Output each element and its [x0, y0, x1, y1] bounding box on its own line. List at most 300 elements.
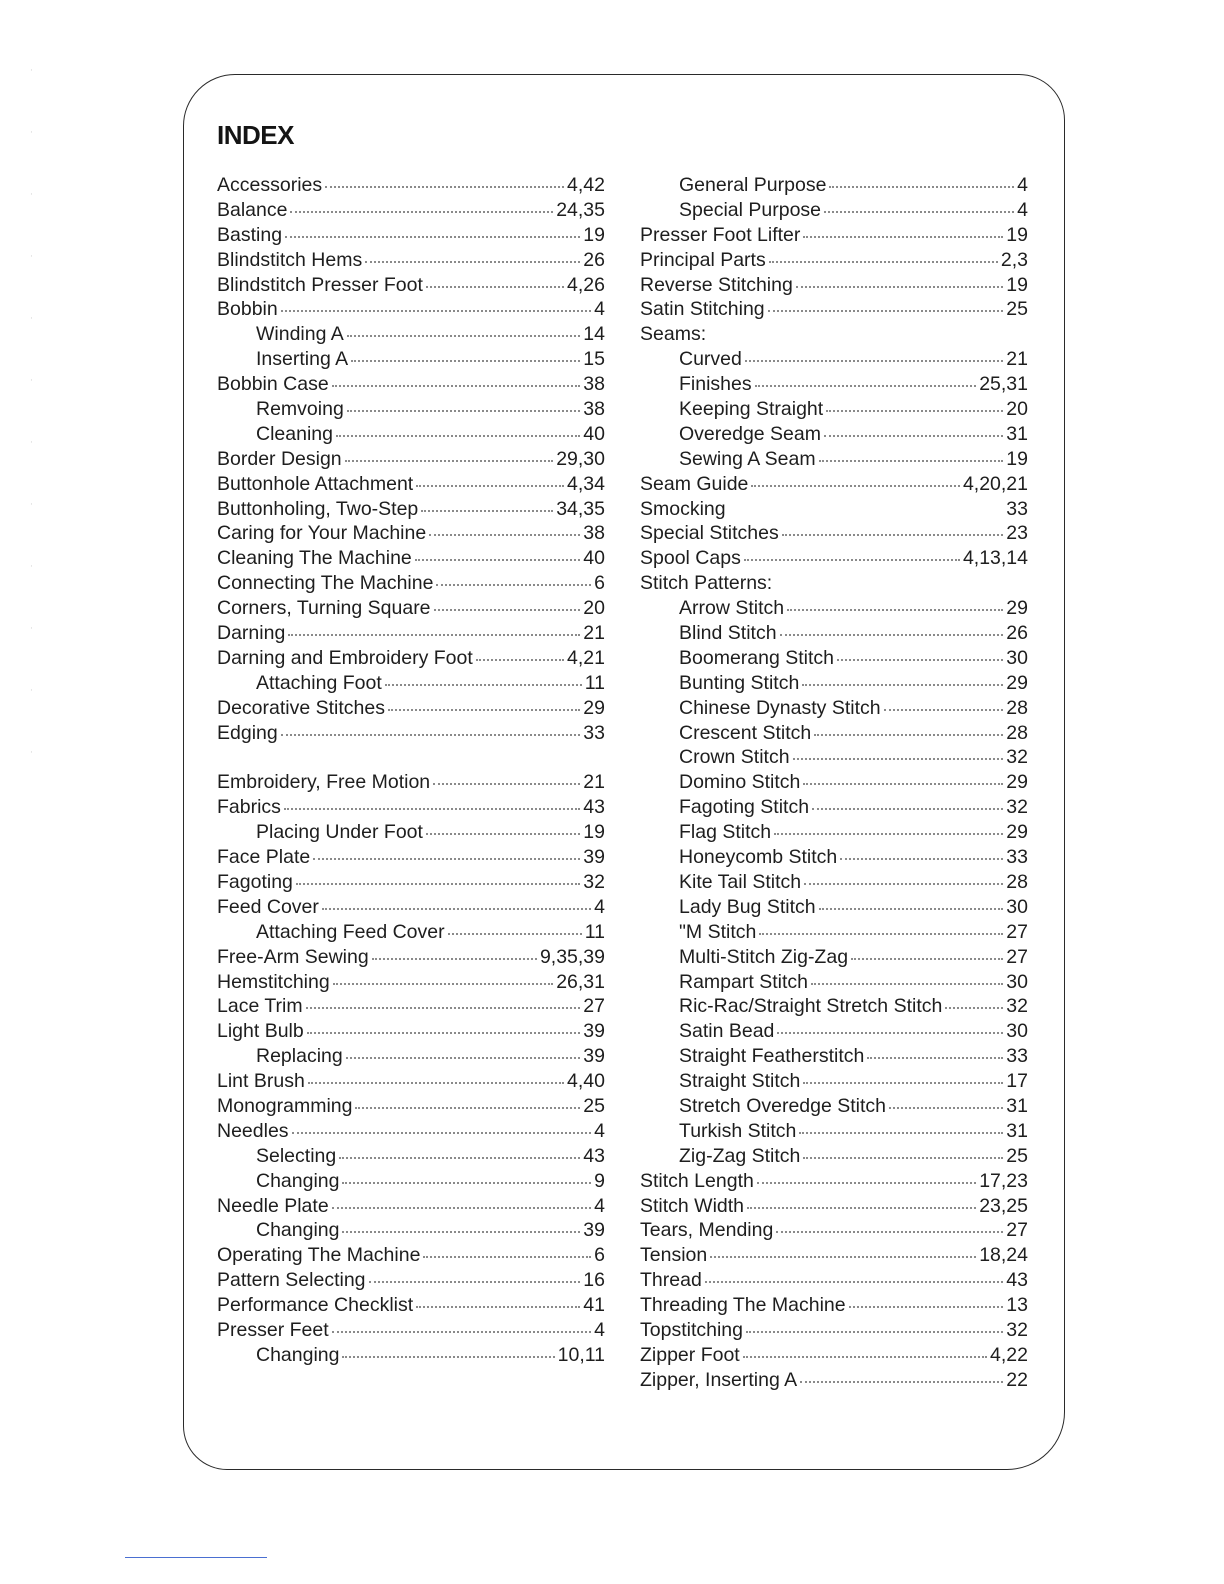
- index-entry-label: Cleaning The Machine: [217, 547, 412, 570]
- index-entry-label: Caring for Your Machine: [217, 522, 427, 545]
- index-entry-label: Pattern Selecting: [217, 1269, 366, 1292]
- index-entry-label: Inserting A: [256, 348, 349, 371]
- index-entry: [640, 223, 1028, 248]
- index-entry-label: Finishes: [679, 373, 752, 396]
- index-entry-page: 39: [583, 1020, 605, 1043]
- index-entry: [217, 1268, 605, 1293]
- index-entry-label: Stitch Width: [640, 1194, 745, 1217]
- index-entry: [217, 1119, 605, 1144]
- index-entry-label: Honeycomb Stitch: [679, 846, 838, 869]
- index-entry-label: Curved: [679, 348, 742, 371]
- index-entry-page: 32: [1006, 796, 1028, 819]
- index-entry-page: 28: [1006, 721, 1028, 744]
- index-entry-label: Special Stitches: [640, 522, 779, 545]
- index-column-left: [217, 173, 605, 1368]
- index-entry-label: Attaching Feed Cover: [256, 920, 445, 943]
- index-entry-label: Chinese Dynasty Stitch: [679, 696, 881, 719]
- index-subentry: [640, 1019, 1028, 1044]
- dot-leader: [889, 1107, 1003, 1109]
- index-entry-label: Monogramming: [217, 1094, 353, 1117]
- dot-leader: [423, 1256, 591, 1258]
- dot-leader: [824, 211, 1014, 213]
- index-entry-label: Straight Stitch: [679, 1070, 801, 1093]
- dot-leader: [851, 958, 1003, 960]
- dot-leader: [787, 609, 1003, 611]
- dot-leader: [281, 310, 591, 312]
- dot-leader: [804, 883, 1003, 885]
- index-subentry: [640, 994, 1028, 1019]
- index-entry-label: Arrow Stitch: [679, 597, 785, 620]
- index-entry: [640, 1368, 1028, 1393]
- dot-leader: [347, 410, 581, 412]
- index-entry-page: 25: [1006, 1144, 1028, 1167]
- index-entry-page: 25,31: [979, 373, 1028, 396]
- dot-leader: [729, 510, 1004, 512]
- index-entry-label: Flag Stitch: [679, 821, 772, 844]
- dot-leader: [768, 310, 1004, 312]
- index-entry-label: Bobbin: [217, 298, 278, 321]
- index-entry-label: Zipper, Inserting A: [640, 1368, 798, 1391]
- index-entry: [217, 1194, 605, 1219]
- dot-leader: [826, 410, 1003, 412]
- index-entry-label: Zipper Foot: [640, 1343, 740, 1366]
- dot-leader: [347, 335, 580, 337]
- index-entry-label: Presser Feet: [217, 1318, 329, 1341]
- index-entry-label: Operating The Machine: [217, 1244, 421, 1267]
- index-entry-page: 41: [583, 1294, 605, 1317]
- index-entry-page: 29: [1006, 597, 1028, 620]
- index-entry-page: 27: [1006, 920, 1028, 943]
- index-entry-page: 19: [1006, 223, 1028, 246]
- index-entry-page: 43: [1006, 1269, 1028, 1292]
- index-entry-page: 29: [1006, 821, 1028, 844]
- dot-leader: [746, 1331, 1003, 1333]
- index-entry: [217, 372, 605, 397]
- index-entry-page: 31: [1006, 1119, 1028, 1142]
- dot-leader: [802, 684, 1003, 686]
- index-entry-page: 26: [1006, 622, 1028, 645]
- dot-leader: [333, 983, 553, 985]
- index-entry-label: Performance Checklist: [217, 1294, 414, 1317]
- index-entry-label: Topstitching: [640, 1318, 743, 1341]
- dot-leader: [342, 1231, 580, 1233]
- dot-leader: [332, 1207, 591, 1209]
- index-entry: [640, 322, 1028, 347]
- index-subentry: [640, 397, 1028, 422]
- index-entry: [217, 621, 605, 646]
- index-entry-label: Cleaning: [256, 422, 333, 445]
- index-entry-label: Light Bulb: [217, 1020, 304, 1043]
- index-subentry: [640, 671, 1028, 696]
- index-entry: [640, 546, 1028, 571]
- index-subentry: [640, 696, 1028, 721]
- index-entry: [217, 521, 605, 546]
- index-entry-page: 27: [583, 995, 605, 1018]
- dot-leader: [476, 659, 564, 661]
- index-entry-page: 27: [1006, 945, 1028, 968]
- index-entry-page: 4,26: [567, 273, 605, 296]
- dot-leader: [307, 1032, 581, 1034]
- index-entry-label: Tension: [640, 1244, 708, 1267]
- dot-leader: [342, 1182, 591, 1184]
- index-entry-label: Blindstitch Hems: [217, 248, 363, 271]
- dot-leader: [837, 659, 1003, 661]
- index-entry-page: 43: [583, 1144, 605, 1167]
- dot-leader: [336, 435, 580, 437]
- index-entry-label: Rampart Stitch: [679, 970, 808, 993]
- index-entry-page: 9,35,39: [539, 945, 605, 968]
- index-entry-label: Remvoing: [256, 398, 344, 421]
- index-entry-label: Reverse Stitching: [640, 273, 793, 296]
- index-subentry: [217, 422, 605, 447]
- index-entry-page: 19: [583, 821, 605, 844]
- index-entry-label: Boomerang Stitch: [679, 646, 835, 669]
- index-subentry: [640, 1144, 1028, 1169]
- index-entry-page: 17,23: [979, 1169, 1028, 1192]
- index-entry-page: 20: [583, 597, 605, 620]
- index-entry: [640, 472, 1028, 497]
- index-entry-label: Kite Tail Stitch: [679, 870, 802, 893]
- index-entry-label: Crown Stitch: [679, 746, 790, 769]
- index-entry-page: 33: [1006, 497, 1028, 520]
- index-entry-label: Balance: [217, 198, 288, 221]
- index-entry-page: 4: [1017, 174, 1028, 196]
- index-subentry: [217, 322, 605, 347]
- dot-leader: [744, 559, 960, 561]
- index-entry-page: 25: [583, 1094, 605, 1117]
- index-entry-label: Basting: [217, 223, 283, 246]
- index-entry-page: 6: [594, 572, 605, 595]
- index-entry-page: 16: [583, 1269, 605, 1292]
- index-subentry: [640, 770, 1028, 795]
- index-entry-page: 28: [1006, 870, 1028, 893]
- index-entry-page: 4,21: [567, 646, 605, 669]
- dot-leader: [308, 1082, 564, 1084]
- dot-leader: [824, 435, 1003, 437]
- index-entry: [217, 497, 605, 522]
- index-entry-label: Zig-Zag Stitch: [679, 1144, 801, 1167]
- dot-leader: [751, 485, 960, 487]
- index-entry: [217, 1019, 605, 1044]
- dot-leader: [759, 933, 1003, 935]
- index-entry-page: 4,34: [567, 472, 605, 495]
- index-entry: [640, 521, 1028, 546]
- index-entry-label: Border Design: [217, 447, 342, 470]
- index-entry: [217, 945, 605, 970]
- index-entry-page: 32: [583, 870, 605, 893]
- index-entry-page: 19: [1006, 447, 1028, 470]
- index-entry-page: 6: [594, 1244, 605, 1267]
- index-entry: [217, 1293, 605, 1318]
- index-entry-label: Winding A: [256, 323, 344, 346]
- index-entry: [640, 1243, 1028, 1268]
- dot-leader: [777, 1032, 1003, 1034]
- index-entry-page: 17: [1006, 1070, 1028, 1093]
- index-entry-page: 15: [583, 348, 605, 371]
- index-entry-label: Satin Stitching: [640, 298, 765, 321]
- index-entry-label: Hemstitching: [217, 970, 330, 993]
- index-entry-label: Placing Under Foot: [256, 821, 423, 844]
- dot-leader: [884, 709, 1004, 711]
- dot-leader: [292, 1132, 592, 1134]
- index-entry-label: Free-Arm Sewing: [217, 945, 369, 968]
- index-entry-page: 4: [594, 1119, 605, 1142]
- dot-leader: [799, 1132, 1003, 1134]
- dot-leader: [433, 783, 580, 785]
- index-entry-label: Seams:: [640, 323, 707, 346]
- index-entry-label: Changing: [256, 1219, 340, 1242]
- dot-leader: [803, 1157, 1003, 1159]
- dot-leader: [426, 833, 580, 835]
- index-entry-label: Multi-Stitch Zig-Zag: [679, 945, 849, 968]
- index-entry-label: Lady Bug Stitch: [679, 895, 816, 918]
- index-subentry: [640, 721, 1028, 746]
- index-entry-label: Decorative Stitches: [217, 696, 385, 719]
- index-entry: [217, 1243, 605, 1268]
- index-entry-page: 4,40: [567, 1070, 605, 1093]
- index-entry-label: Blind Stitch: [679, 622, 777, 645]
- index-entry: [217, 970, 605, 995]
- index-entry: [217, 870, 605, 895]
- index-entry-page: 22: [1006, 1368, 1028, 1391]
- dot-leader: [710, 1256, 976, 1258]
- index-entry-page: 4: [594, 895, 605, 918]
- index-entry-label: Changing: [256, 1169, 340, 1192]
- index-entry-label: Buttonholing, Two-Step: [217, 497, 419, 520]
- index-entry-page: 33: [583, 721, 605, 744]
- index-entry-page: 21: [583, 622, 605, 645]
- dot-leader: [769, 261, 998, 263]
- index-entry-label: Fagoting Stitch: [679, 796, 810, 819]
- index-entry-page: 39: [583, 1219, 605, 1242]
- dot-leader: [346, 1057, 581, 1059]
- dot-leader: [322, 908, 591, 910]
- index-entry-page: 4: [594, 1194, 605, 1217]
- index-entry-label: Bunting Stitch: [679, 671, 800, 694]
- dot-leader: [416, 1306, 580, 1308]
- index-entry-page: 29,30: [556, 447, 605, 470]
- index-entry: [217, 895, 605, 920]
- dot-leader: [743, 1356, 987, 1358]
- index-subentry: [640, 870, 1028, 895]
- index-entry-page: 4,20,21: [962, 472, 1028, 495]
- index-entry-page: 21: [1006, 348, 1028, 371]
- dot-leader: [819, 908, 1004, 910]
- index-entry-page: 11: [584, 671, 605, 694]
- index-entry-page: 27: [1006, 1219, 1028, 1242]
- dot-leader: [429, 534, 580, 536]
- index-entry-label: Lint Brush: [217, 1070, 305, 1093]
- dot-leader: [416, 485, 564, 487]
- index-column-right: [640, 173, 1028, 1393]
- index-entry: [217, 447, 605, 472]
- dot-leader: [705, 1281, 1004, 1283]
- index-entry: [640, 571, 1028, 596]
- index-entry: [217, 248, 605, 273]
- index-entry: [640, 1268, 1028, 1293]
- dot-leader: [803, 1082, 1003, 1084]
- scan-margin-marks: · · · · · · · · · · · ·: [30, 66, 33, 758]
- dot-leader: [840, 858, 1003, 860]
- index-entry: [217, 795, 605, 820]
- index-entry-page: 24,35: [556, 198, 605, 221]
- index-subentry: [640, 795, 1028, 820]
- index-entry: [217, 994, 605, 1019]
- index-entry-page: 20: [1006, 398, 1028, 421]
- index-entry-page: 4: [1017, 198, 1028, 221]
- index-entry-label: Turkish Stitch: [679, 1119, 797, 1142]
- index-subentry: [640, 372, 1028, 397]
- index-entry: [640, 1318, 1028, 1343]
- index-entry-label: Crescent Stitch: [679, 721, 812, 744]
- index-entry-label: Edging: [217, 721, 278, 744]
- index-entry-label: Fabrics: [217, 796, 281, 819]
- index-entry-label: Stitch Patterns:: [640, 572, 773, 595]
- index-entry-page: 31: [1006, 422, 1028, 445]
- index-entry-page: 30: [1006, 895, 1028, 918]
- dot-leader: [776, 1231, 1003, 1233]
- dot-leader: [796, 286, 1003, 288]
- index-entry-label: Connecting The Machine: [217, 572, 434, 595]
- dot-leader: [793, 758, 1004, 760]
- index-entry: [217, 721, 605, 746]
- dot-leader: [365, 261, 580, 263]
- index-entry-page: 23: [1006, 522, 1028, 545]
- index-entry-page: 29: [583, 696, 605, 719]
- index-entry: [217, 198, 605, 223]
- index-entry-label: Buttonhole Attachment: [217, 472, 414, 495]
- index-entry: [217, 1069, 605, 1094]
- index-entry: [640, 297, 1028, 322]
- index-entry: [640, 1218, 1028, 1243]
- dot-leader: [290, 211, 553, 213]
- index-entry-page: 32: [1006, 1318, 1028, 1341]
- index-entry-label: Bobbin Case: [217, 373, 329, 396]
- index-subentry: [640, 745, 1028, 770]
- index-entry: [640, 1293, 1028, 1318]
- index-subentry: [217, 1343, 605, 1368]
- index-subentry: [640, 970, 1028, 995]
- dot-leader: [945, 1007, 1003, 1009]
- index-subentry: [640, 1069, 1028, 1094]
- dot-leader: [803, 783, 1003, 785]
- dot-leader: [849, 1306, 1004, 1308]
- index-subentry: [640, 945, 1028, 970]
- index-entry: [217, 845, 605, 870]
- index-subentry: [640, 1094, 1028, 1119]
- index-subentry: [640, 422, 1028, 447]
- dot-leader: [355, 1107, 580, 1109]
- index-entry-page: 13: [1006, 1294, 1028, 1317]
- index-entry-page: 28: [1006, 696, 1028, 719]
- index-entry-page: 4: [594, 298, 605, 321]
- index-subentry: [217, 920, 605, 945]
- index-entry: [217, 571, 605, 596]
- dot-leader: [313, 858, 580, 860]
- index-entry-label: Domino Stitch: [679, 771, 801, 794]
- index-entry-page: 33: [1006, 846, 1028, 869]
- dot-leader: [867, 1057, 1003, 1059]
- index-entry-page: 40: [583, 547, 605, 570]
- index-entry-label: Replacing: [256, 1045, 343, 1068]
- index-entry-label: Seam Guide: [640, 472, 749, 495]
- dot-leader: [351, 360, 580, 362]
- index-entry-label: Sewing A Seam: [679, 447, 816, 470]
- index-entry-page: 19: [583, 223, 605, 246]
- index-entry-page: 30: [1006, 646, 1028, 669]
- index-entry: [640, 1194, 1028, 1219]
- index-entry-label: Darning and Embroidery Foot: [217, 646, 473, 669]
- dot-leader: [811, 983, 1003, 985]
- index-entry-page: 30: [1006, 970, 1028, 993]
- dot-leader: [782, 534, 1004, 536]
- index-subentry: [640, 646, 1028, 671]
- index-entry-page: 9: [594, 1169, 605, 1192]
- dot-leader: [819, 460, 1004, 462]
- index-entry-page: 21: [583, 771, 605, 794]
- index-entry: [217, 173, 605, 198]
- dot-leader: [339, 1157, 580, 1159]
- dot-leader: [342, 1356, 554, 1358]
- dot-leader: [757, 1182, 976, 1184]
- index-subentry: [640, 347, 1028, 372]
- index-entry-page: 38: [583, 398, 605, 421]
- index-entry-page: 38: [583, 522, 605, 545]
- index-entry-label: Darning: [217, 622, 286, 645]
- dot-leader: [369, 1281, 581, 1283]
- index-entry-page: 39: [583, 846, 605, 869]
- index-entry-label: Stretch Overedge Stitch: [679, 1094, 887, 1117]
- dot-leader: [774, 833, 1003, 835]
- index-entry-page: 26,31: [556, 970, 605, 993]
- index-entry-label: Smocking: [640, 497, 726, 520]
- dot-leader: [385, 684, 582, 686]
- index-subentry: [640, 820, 1028, 845]
- index-entry-page: 2,3: [1000, 248, 1028, 271]
- index-entry-page: 10,11: [557, 1343, 605, 1366]
- dot-leader: [345, 460, 554, 462]
- dot-leader: [325, 186, 564, 188]
- dot-leader: [812, 808, 1003, 810]
- index-entry: [217, 696, 605, 721]
- index-entry-page: 34,35: [556, 497, 605, 520]
- index-subentry: [217, 397, 605, 422]
- index-subentry: [640, 1119, 1028, 1144]
- index-entry-label: Principal Parts: [640, 248, 766, 271]
- index-entry-page: 19: [1006, 273, 1028, 296]
- dot-leader: [747, 1207, 976, 1209]
- dot-leader: [426, 286, 564, 288]
- index-entry-page: 4,42: [567, 174, 605, 196]
- index-subentry: [640, 173, 1028, 198]
- footer-rule: [125, 1557, 267, 1558]
- dot-leader: [436, 584, 591, 586]
- dot-leader: [388, 709, 580, 711]
- index-entry-label: Presser Foot Lifter: [640, 223, 801, 246]
- dot-leader: [421, 510, 553, 512]
- dot-leader: [434, 609, 581, 611]
- index-subentry: [217, 820, 605, 845]
- index-subentry: [217, 1169, 605, 1194]
- index-entry-page: 11: [584, 920, 605, 943]
- index-entry-label: Attaching Foot: [256, 671, 382, 694]
- dot-leader: [284, 808, 580, 810]
- index-subentry: [640, 621, 1028, 646]
- index-entry-page: 26: [583, 248, 605, 271]
- index-entry: [217, 223, 605, 248]
- index-entry-page: 32: [1006, 746, 1028, 769]
- index-entry-label: General Purpose: [679, 174, 827, 196]
